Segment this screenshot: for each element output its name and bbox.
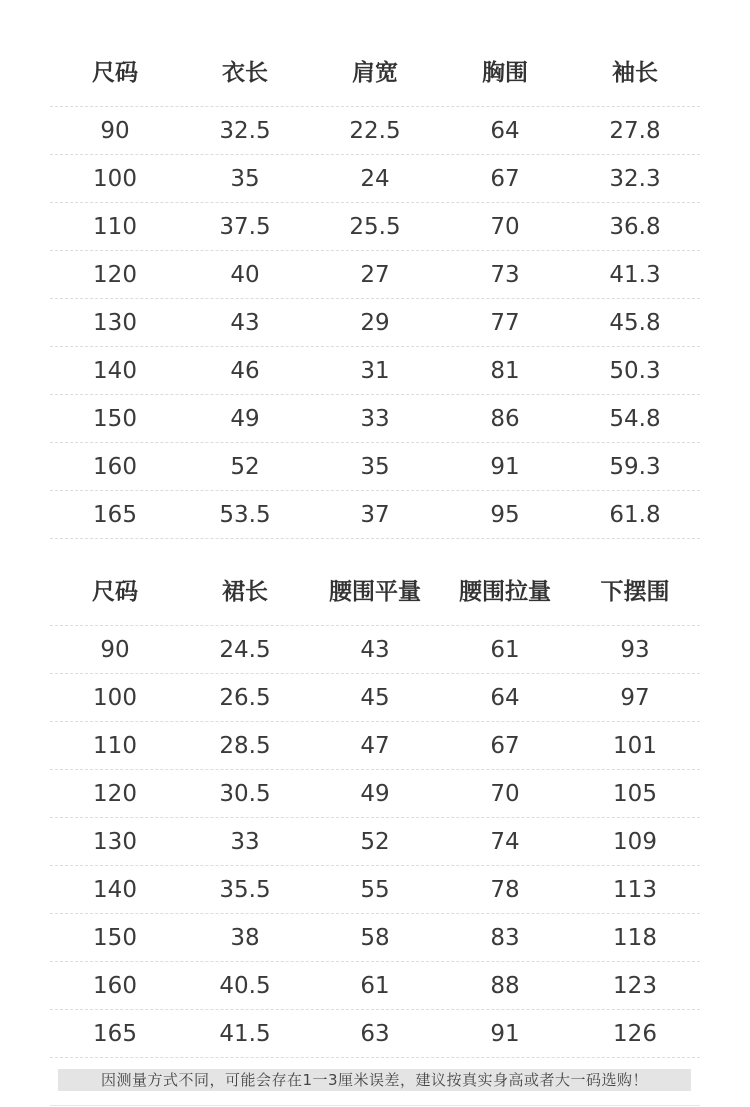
top-table-cell: 49 [230,405,260,432]
top-table-cell: 165 [93,501,137,528]
top-table-cell: 32.3 [609,165,661,192]
top-table-row [50,347,700,395]
top-table-cell: 110 [93,213,137,240]
bottom-table-row [50,818,700,866]
top-table-cell: 86 [490,405,520,432]
bottom-table-cell: 58 [360,924,390,951]
bottom-table-cell: 63 [360,1020,390,1047]
bottom-table-cell: 61 [490,636,520,663]
top-table-row [50,443,700,491]
top-table-cell: 40 [230,261,260,288]
bottom-table-cell: 123 [613,972,657,999]
top-table-cell: 37.5 [219,213,271,240]
bottom-table-cell: 26.5 [219,684,271,711]
top-table-cell: 27.8 [609,117,661,144]
bottom-table-cell: 150 [93,924,137,951]
bottom-table-cell: 91 [490,1020,520,1047]
bottom-table-cell: 55 [360,876,390,903]
top-table-cell: 29 [360,309,390,336]
bottom-table-cell: 74 [490,828,520,855]
bottom-table-cell: 28.5 [219,732,271,759]
bottom-table-row [50,914,700,962]
top-table-cell: 24 [360,165,390,192]
bottom-table-cell: 90 [100,636,130,663]
bottom-table-cell: 40.5 [219,972,271,999]
bottom-table-cell: 83 [490,924,520,951]
top-table-cell: 37 [360,501,390,528]
bottom-table-cell: 41.5 [219,1020,271,1047]
bottom-table-cell: 126 [613,1020,657,1047]
bottom-table-cell: 105 [613,780,657,807]
bottom-column-header: 尺码 [92,578,138,605]
top-table-cell: 53.5 [219,501,271,528]
bottom-table-cell: 165 [93,1020,137,1047]
top-table-row [50,491,700,539]
top-column-header: 袖长 [612,59,658,86]
bottom-table-cell: 33 [230,828,260,855]
bottom-table-cell: 38 [230,924,260,951]
bottom-table-cell: 100 [93,684,137,711]
top-table-cell: 27 [360,261,390,288]
bottom-column-header: 腰围拉量 [459,578,551,605]
bottom-table-cell: 110 [93,732,137,759]
top-table-cell: 46 [230,357,260,384]
top-table-cell: 140 [93,357,137,384]
bottom-table-cell: 97 [620,684,650,711]
top-table-cell: 120 [93,261,137,288]
bottom-table-cell: 67 [490,732,520,759]
bottom-table-row [50,866,700,914]
bottom-table-cell: 160 [93,972,137,999]
top-table-cell: 59.3 [609,453,661,480]
top-table-cell: 54.8 [609,405,661,432]
top-table-cell: 52 [230,453,260,480]
top-table-cell: 95 [490,501,520,528]
top-column-header: 尺码 [92,59,138,86]
top-table-cell: 41.3 [609,261,661,288]
top-table-cell: 64 [490,117,520,144]
bottom-table-cell: 64 [490,684,520,711]
bottom-table-cell: 35.5 [219,876,271,903]
top-table-cell: 100 [93,165,137,192]
bottom-column-header: 裙长 [222,578,268,605]
bottom-table-row [50,626,700,674]
top-table-cell: 32.5 [219,117,271,144]
bottom-table-cell: 61 [360,972,390,999]
bottom-table-cell: 30.5 [219,780,271,807]
bottom-table-cell: 78 [490,876,520,903]
top-table-cell: 150 [93,405,137,432]
top-table-row [50,299,700,347]
bottom-header-row [50,553,700,626]
top-header-row [50,34,700,107]
top-table-cell: 43 [230,309,260,336]
bottom-table-cell: 113 [613,876,657,903]
top-size-table [50,34,700,539]
top-table-cell: 33 [360,405,390,432]
bottom-table-cell: 43 [360,636,390,663]
bottom-table-row [50,1010,700,1058]
top-table-row [50,251,700,299]
top-table-cell: 130 [93,309,137,336]
top-table-cell: 35 [360,453,390,480]
top-column-header: 衣长 [222,59,268,86]
top-table-cell: 22.5 [349,117,401,144]
bottom-table-cell: 118 [613,924,657,951]
top-table-cell: 31 [360,357,390,384]
top-table-row [50,107,700,155]
bottom-table-cell: 47 [360,732,390,759]
top-table-cell: 45.8 [609,309,661,336]
bottom-table-cell: 93 [620,636,650,663]
bottom-table-cell: 88 [490,972,520,999]
bottom-column-header: 腰围平量 [329,578,421,605]
bottom-table-row [50,674,700,722]
bottom-table-cell: 120 [93,780,137,807]
top-table-cell: 50.3 [609,357,661,384]
top-table-cell: 90 [100,117,130,144]
bottom-table-cell: 140 [93,876,137,903]
bottom-table-cell: 52 [360,828,390,855]
bottom-table-cell: 109 [613,828,657,855]
top-table-cell: 91 [490,453,520,480]
measurement-note: 因测量方式不同，可能会存在1一3厘米误差，建议按真实身高或者大一码选购！ [58,1069,691,1091]
top-table-cell: 73 [490,261,520,288]
bottom-table-cell: 45 [360,684,390,711]
top-table-cell: 36.8 [609,213,661,240]
top-table-cell: 77 [490,309,520,336]
top-table-cell: 160 [93,453,137,480]
bottom-table-cell: 70 [490,780,520,807]
top-table-cell: 81 [490,357,520,384]
bottom-table-cell: 24.5 [219,636,271,663]
top-table-row [50,203,700,251]
bottom-table-cell: 49 [360,780,390,807]
bottom-table-row [50,770,700,818]
bottom-table-row [50,722,700,770]
top-column-header: 胸围 [482,59,528,86]
top-table-row [50,395,700,443]
bottom-table-cell: 101 [613,732,657,759]
bottom-column-header: 下摆围 [600,578,670,605]
bottom-size-table [50,553,700,1058]
bottom-table-row [50,962,700,1010]
top-column-header: 肩宽 [352,59,398,86]
top-table-cell: 35 [230,165,260,192]
top-table-row [50,155,700,203]
top-table-cell: 70 [490,213,520,240]
top-table-cell: 61.8 [609,501,661,528]
divider [50,1105,700,1106]
top-table-cell: 25.5 [349,213,401,240]
bottom-table-cell: 130 [93,828,137,855]
top-table-cell: 67 [490,165,520,192]
